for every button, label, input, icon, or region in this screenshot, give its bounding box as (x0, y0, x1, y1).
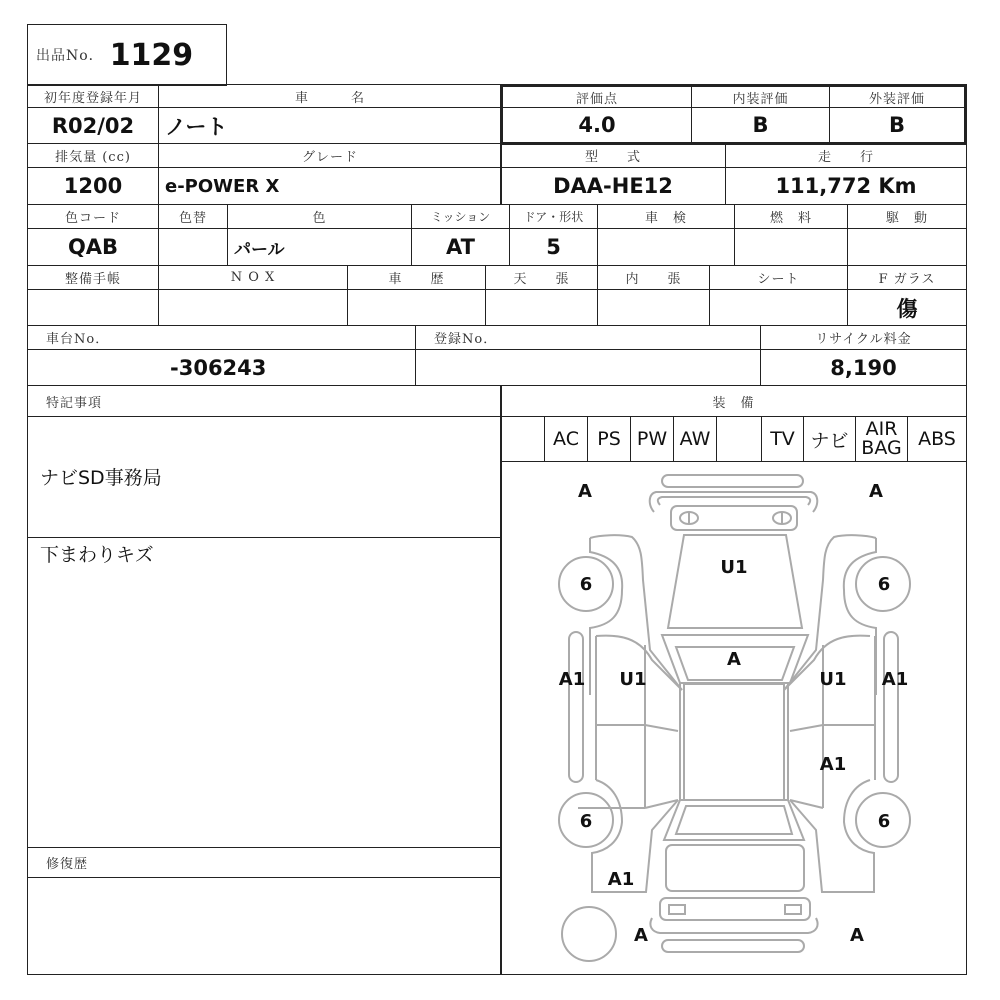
equip-item-ac: AC (544, 416, 588, 462)
roof-lining-value (485, 289, 598, 326)
lot-number: 1129 (109, 37, 194, 73)
mileage-label: 走 行 (725, 143, 967, 168)
nox-label: N O X (158, 265, 348, 290)
left-a-pillar (590, 535, 682, 690)
nox-value (158, 289, 348, 326)
mark-left-step: A1 (558, 669, 586, 690)
mark-left-rear-quarter: A1 (607, 869, 635, 890)
front-glass-value: 傷 (847, 289, 967, 326)
equip-item-airbag (855, 416, 908, 462)
seat-label: シート (709, 265, 848, 290)
interior-value: B (691, 107, 830, 143)
mark-tire-fr: 6 (877, 574, 891, 595)
lot-label: 出品No． (36, 48, 104, 64)
spare-tire (562, 907, 616, 961)
exterior-label: 外装評価 (829, 86, 965, 108)
maintenance-book-label: 整備手帳 (27, 265, 159, 290)
inspection-label: 車 検 (597, 204, 735, 229)
model-label: 型 式 (500, 143, 726, 168)
damage-marks (559, 481, 908, 946)
roof-lining-label: 天 張 (485, 265, 598, 290)
notes-line-2: 下まわりキズ (40, 544, 154, 566)
front-bumper (650, 492, 818, 512)
left-step (569, 632, 583, 782)
equip-item-blank-1 (500, 416, 545, 462)
chassis-label: 車台No． (27, 325, 416, 350)
history-value (347, 289, 486, 326)
mark-rear-right-corner: A (850, 925, 864, 946)
fuel-value (734, 228, 848, 266)
chassis-value: -306243 (27, 349, 416, 386)
mark-right-front-door: U1 (819, 669, 847, 690)
airbag-bottom: BAG (861, 437, 902, 459)
car-name-value: ノート (158, 107, 502, 144)
inner-lining-value (597, 289, 710, 326)
mark-front-left-corner: A (578, 481, 592, 502)
displacement-label: 排気量 (cc) (27, 143, 159, 168)
interior-label: 内装評価 (691, 86, 830, 108)
inner-lining-label: 内 張 (597, 265, 710, 290)
mark-roof-front: A (727, 649, 741, 670)
score-label: 評価点 (502, 86, 692, 108)
car-diagram (501, 462, 966, 974)
color-code-value: QAB (27, 228, 159, 266)
notes-label: 特記事項 (27, 385, 502, 417)
door-label: ドア・形状 (509, 204, 598, 229)
grade-value: e-POWER X (158, 167, 502, 205)
displacement-value: 1200 (27, 167, 159, 205)
grade-label: グレード (158, 143, 502, 168)
registration-value (415, 349, 761, 386)
fuel-label: 燃 料 (734, 204, 848, 229)
seat-value (709, 289, 848, 326)
equip-item-pw: PW (630, 416, 674, 462)
color-value: パール (227, 228, 412, 266)
mark-rear-left-corner: A (634, 925, 648, 946)
airbag-top: AIR (865, 418, 898, 440)
notes-box-1 (27, 416, 502, 538)
rear-left-light (669, 905, 685, 914)
inspection-value (597, 228, 735, 266)
mark-front-right-corner: A (869, 481, 883, 502)
equip-item-tv: TV (761, 416, 804, 462)
mark-tire-fl: 6 (579, 574, 593, 595)
lot-number-box (27, 24, 227, 86)
model-value: DAA-HE12 (500, 167, 726, 205)
mission-label: ミッション (411, 204, 510, 229)
drive-label: 駆 動 (847, 204, 967, 229)
mark-tire-rr: 6 (877, 811, 891, 832)
trunk (666, 845, 804, 891)
recycle-label: リサイクル料金 (760, 325, 967, 350)
mark-left-front-door: U1 (619, 669, 647, 690)
mission-value: AT (411, 228, 510, 266)
mileage-value: 111,772 Km (725, 167, 967, 205)
equip-item-ps: PS (587, 416, 631, 462)
drive-value (847, 228, 967, 266)
mark-right-step: A1 (881, 669, 909, 690)
roof (684, 684, 784, 800)
hood (668, 535, 802, 628)
score-value: 4.0 (502, 107, 692, 143)
notes-line-1: ナビSD事務局 (40, 467, 162, 489)
rear-panel (660, 898, 810, 920)
car-name-label: 車 名 (158, 84, 502, 108)
color-code-label: 色コード (27, 204, 159, 229)
right-a-pillar (784, 535, 876, 690)
equip-item-blank-2 (716, 416, 762, 462)
repair-history-label: 修復歴 (27, 847, 502, 878)
color-change-value (158, 228, 228, 266)
door-value: 5 (509, 228, 598, 266)
rear-window (676, 806, 792, 834)
equipment-label: 装 備 (500, 385, 967, 417)
right-front-fender (844, 538, 876, 695)
mark-hood: U1 (720, 557, 748, 578)
color-change-label: 色替 (158, 204, 228, 229)
repair-history-value (27, 877, 502, 975)
equip-item-aw: AW (673, 416, 717, 462)
color-label: 色 (227, 204, 412, 229)
notes-box-2 (27, 537, 502, 848)
mark-tire-rl: 6 (579, 811, 593, 832)
reg-date-label: 初年度登録年月 (27, 84, 159, 108)
front-bumper-bar (662, 475, 803, 487)
reg-date-value: R02/02 (27, 107, 159, 144)
exterior-value: B (829, 107, 965, 143)
front-glass-label: F ガラス (847, 265, 967, 290)
rear-right-light (785, 905, 801, 914)
recycle-value: 8,190 (760, 349, 967, 386)
equip-item-abs: ABS (907, 416, 967, 462)
left-front-fender (590, 538, 622, 695)
right-step (884, 632, 898, 782)
maintenance-book-value (27, 289, 159, 326)
registration-label: 登録No． (415, 325, 761, 350)
equip-item-navi: ナビ (803, 416, 856, 462)
mark-right-rear-door: A1 (819, 754, 847, 775)
history-label: 車 歴 (347, 265, 486, 290)
rear-bumper-bar (662, 940, 804, 952)
